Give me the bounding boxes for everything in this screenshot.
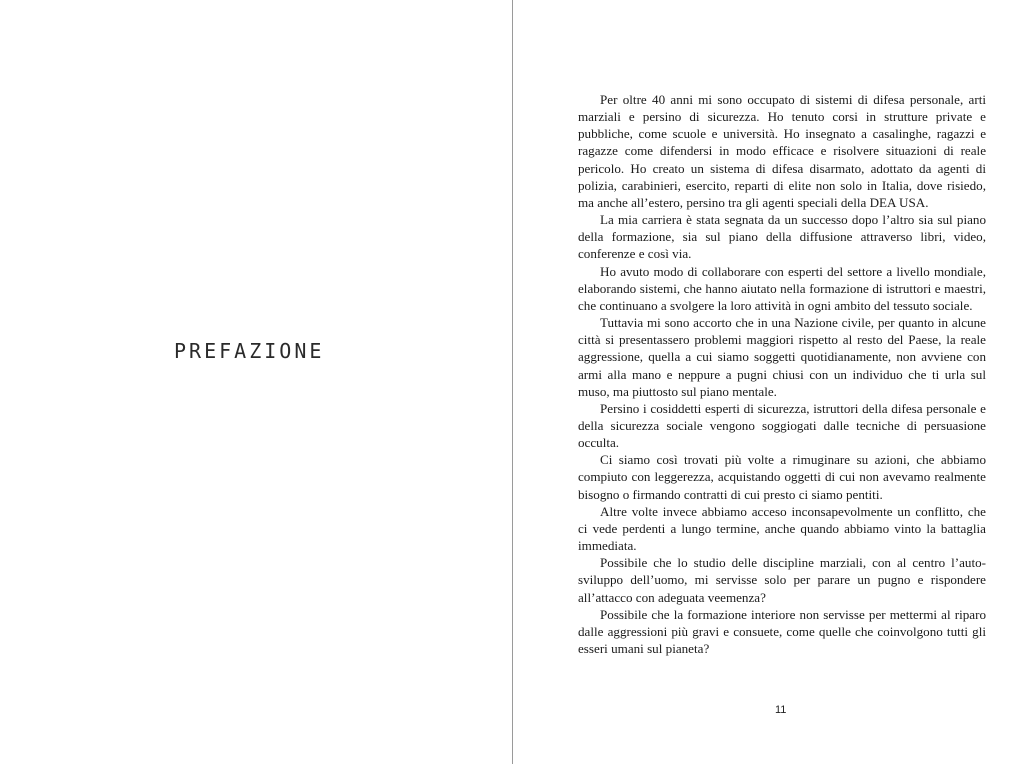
paragraph: La mia carriera è stata segnata da un successo dopo l’altro sia sul piano della formazione, sia sul piano della diffusione attraverso libri, video, conferenze e così via. [578,212,986,262]
paragraph: Tuttavia mi sono accorto che in una Nazione civile, per quanto in alcune città si presentassero problemi maggiori rispetto al resto del Paese, la reale aggressione, quella a cui siamo soggetti quotidianamente, non avviene con armi alla mano e neppure a pugni chiusi con un individuo che ti urla sul muso, ma piuttosto sul piano mentale. [578,315,986,399]
right-page [513,0,1023,764]
chapter-title: PREFAZIONE [174,339,325,363]
paragraph: Possibile che la formazione interiore non servisse per mettermi al riparo dalle aggressioni più gravi e consuete, come quelle che coinvolgono tutti gli esseri umani sul pianeta? [578,606,986,656]
page-number: 11 [775,704,787,716]
paragraph: Per oltre 40 anni mi sono occupato di sistemi di difesa personale, arti marziali e persino di sicurezza. Ho tenuto corsi in strutture private e pubbliche, come scuole e università. Ho insegnato a casalinghe, ragazzi e ragazze come difendersi in modo efficace e risolvere situazioni di reale pericolo. Ho creato un sistema di difesa disarmato, adottato da agenti di polizia, carabinieri, esercito, reparti di elite non solo in Italia, dove risiedo, ma anche all’estero, persino tra gli agenti speciali della DEA USA. [578,92,986,210]
paragraph: Altre volte invece abbiamo acceso inconsapevolmente un conflitto, che ci vede perdenti a lungo termine, anche quando abbiamo vinto la battaglia immediata. [578,503,986,554]
body-text [578,91,986,657]
paragraph: Ho avuto modo di collaborare con esperti del settore a livello mondiale, elaborando sistemi, che hanno aiutato nella formazione di istruttori e maestri, che continuano a svolgere la loro attività in ogni ambito del tessuto sociale. [578,263,986,313]
paragraph: Possibile che lo studio delle discipline marziali, con al centro l’auto-sviluppo dell’uomo, mi servisse solo per parare un pugno e rispondere all’attacco con adeguata veemenza? [578,555,986,605]
paragraph: Ci siamo così trovati più volte a rimuginare su azioni, che abbiamo compiuto con leggerezza, acquistando oggetti di cui non avevamo realmente bisogno o firmando contratti di cui presto ci siamo pentiti. [578,452,986,502]
paragraph: Persino i cosiddetti esperti di sicurezza, istruttori della difesa personale e della sicurezza sociale vengono soggiogati dalle tecniche di persuasione occulta. [578,400,986,451]
